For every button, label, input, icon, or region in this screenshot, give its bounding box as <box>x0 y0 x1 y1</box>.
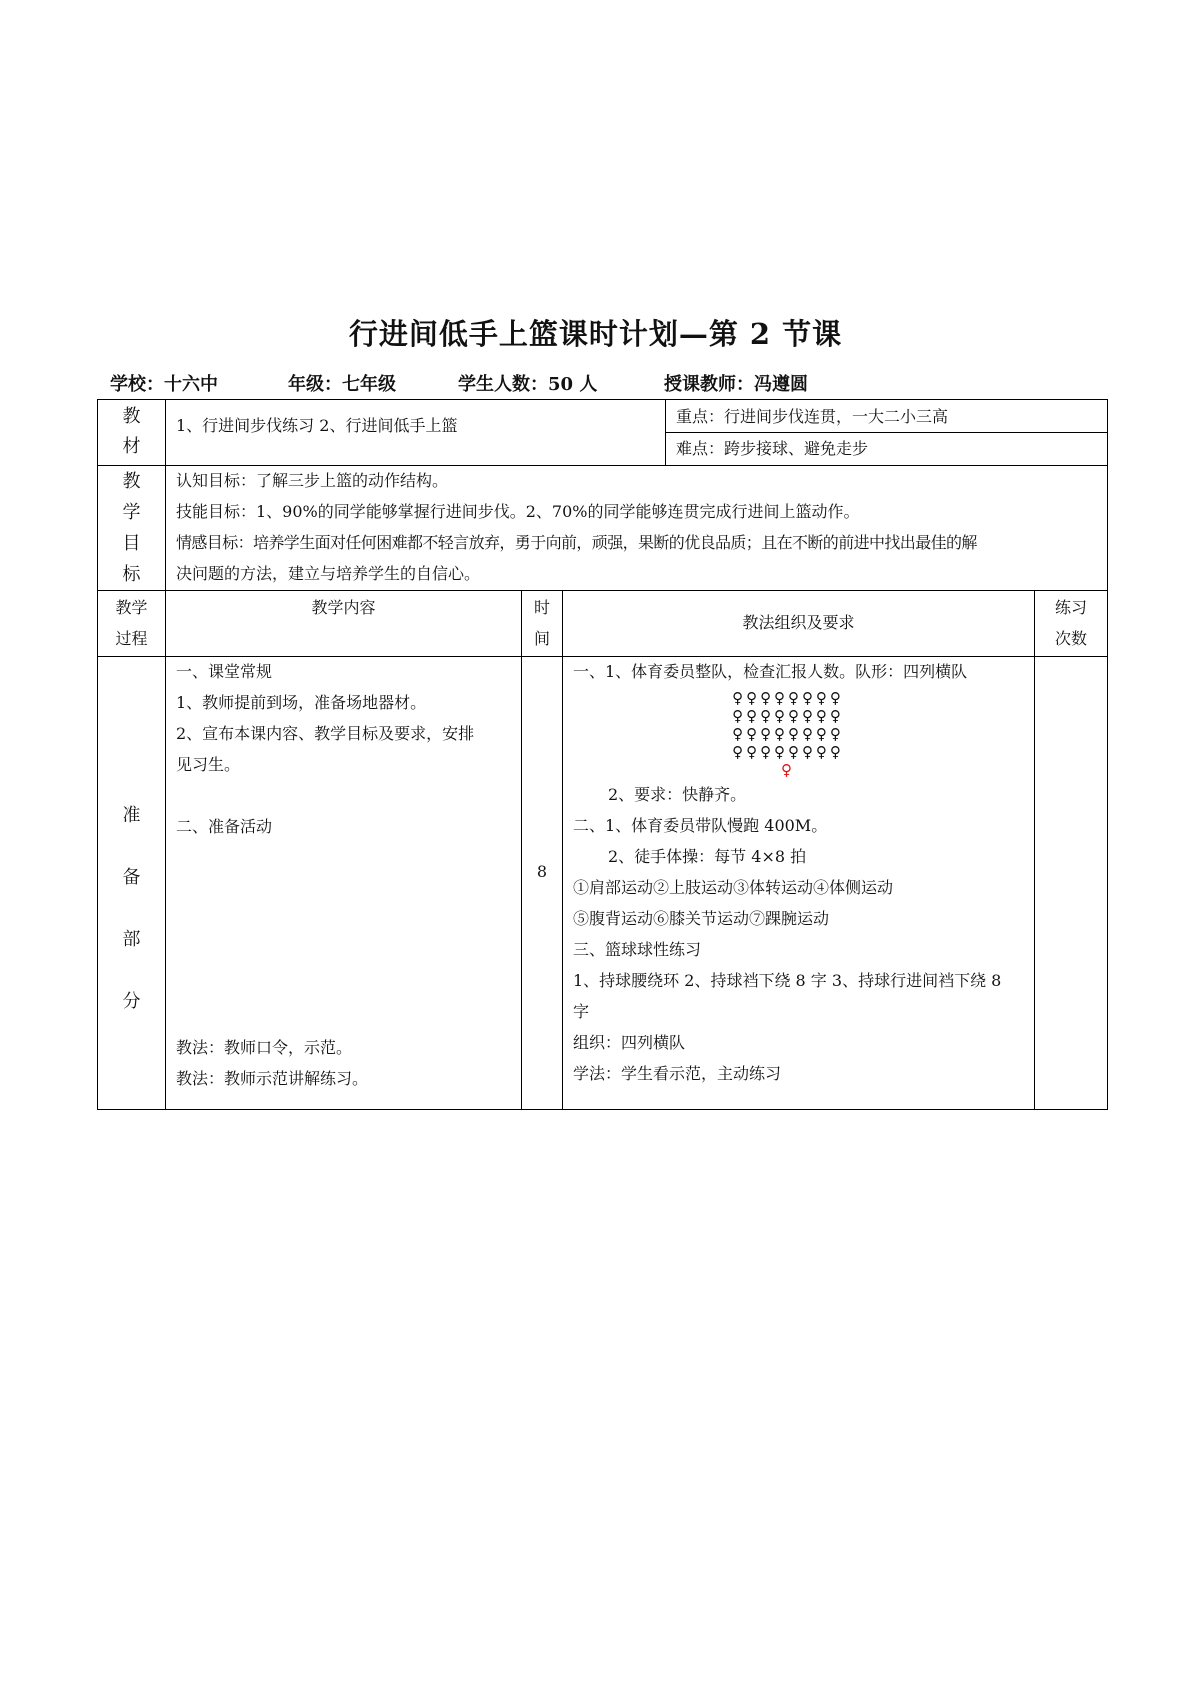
formation-row: ♀♀♀♀♀♀♀♀ <box>732 725 844 743</box>
key-point: 重点：行进间步伐连贯，一大二小三高 <box>676 407 949 426</box>
grade-label: 年级：七年级 <box>288 374 396 395</box>
header-process: 教学 过程 <box>115 598 148 648</box>
method-line: 二、1、体育委员带队慢跑 400M。 <box>573 816 828 835</box>
objectives-content <box>176 465 1101 589</box>
objectives-label: 教 学 目 标 <box>122 471 141 585</box>
method-line: ①肩部运动②上肢运动③体转运动④体侧运动 <box>573 878 894 897</box>
material-content: 1、行进间步伐练习 2、行进间低手上篮 <box>176 416 458 435</box>
header-reps: 练习 次数 <box>1054 598 1087 648</box>
prep-line: 2、宣布本课内容、教学目标及要求，安排 <box>176 724 475 743</box>
method-line: 字 <box>573 1002 590 1021</box>
school-label: 学校：十六中 <box>110 374 218 395</box>
formation-row: ♀♀♀♀♀♀♀♀ <box>732 707 844 725</box>
difficulty-point: 难点：跨步接球、避免走步 <box>676 439 869 458</box>
prep-time: 8 <box>536 862 548 881</box>
method-block <box>573 656 1033 1089</box>
formation-leader: ♀ <box>781 761 795 779</box>
prep-line: 见习生。 <box>176 755 241 774</box>
prep-line: 一、课堂常规 <box>176 662 273 681</box>
prep-line: 二、准备活动 <box>176 817 273 836</box>
prep-label: 准 备 部 分 <box>122 805 141 1012</box>
formation-row: ♀♀♀♀♀♀♀♀ <box>732 743 844 761</box>
method-line: 学法：学生看示范，主动练习 <box>573 1064 782 1083</box>
affective-objective: 情感目标：培养学生面对任何困难都不轻言放弃，勇于向前，顽强，果断的优良品质；且在不断的前进中找出最佳的解 <box>176 533 977 552</box>
method-top: 一、1、体育委员整队，检查汇报人数。队形：四列横队 <box>573 662 968 681</box>
material-label: 教 材 <box>122 406 141 457</box>
prep-line <box>176 780 516 811</box>
teach-method-2: 教法：教师示范讲解练习。 <box>176 1069 369 1088</box>
method-line: 三、篮球球性练习 <box>573 940 702 959</box>
prep-line: 1、教师提前到场，准备场地器材。 <box>176 693 427 712</box>
prep-content <box>176 656 516 842</box>
method-line: ⑤腹背运动⑥膝关节运动⑦踝腕运动 <box>573 909 830 928</box>
cognitive-objective: 认知目标：了解三步上篮的动作结构。 <box>176 471 449 490</box>
method-line: 组织：四列横队 <box>573 1033 686 1052</box>
teacher-label: 授课教师：冯遵圆 <box>664 374 808 395</box>
student-count-label: 学生人数：50 人 <box>458 374 598 395</box>
method-line: 1、持球腰绕环 2、持球裆下绕 8 字 3、持球行进间裆下绕 8 <box>573 971 1002 990</box>
formation-diagram <box>653 689 923 779</box>
formation-row: ♀♀♀♀♀♀♀♀ <box>732 689 844 707</box>
affective-objective-continued: 决问题的方法，建立与培养学生的自信心。 <box>176 564 481 583</box>
header-method: 教法组织及要求 <box>742 613 855 632</box>
method-line: 2、要求：快静齐。 <box>608 785 747 804</box>
teach-method-1: 教法：教师口令，示范。 <box>176 1038 353 1057</box>
page-title: 行进间低手上篮课时计划—第 2 节课 <box>348 317 843 351</box>
header-content: 教学内容 <box>311 598 376 617</box>
skill-objective: 技能目标：1、90%的同学能够掌握行进间步伐。2、70%的同学能够连贯完成行进间上篮动作。 <box>176 502 860 521</box>
method-line: 2、徒手体操：每节 4×8 拍 <box>608 847 807 866</box>
header-time: 时 间 <box>533 598 550 648</box>
